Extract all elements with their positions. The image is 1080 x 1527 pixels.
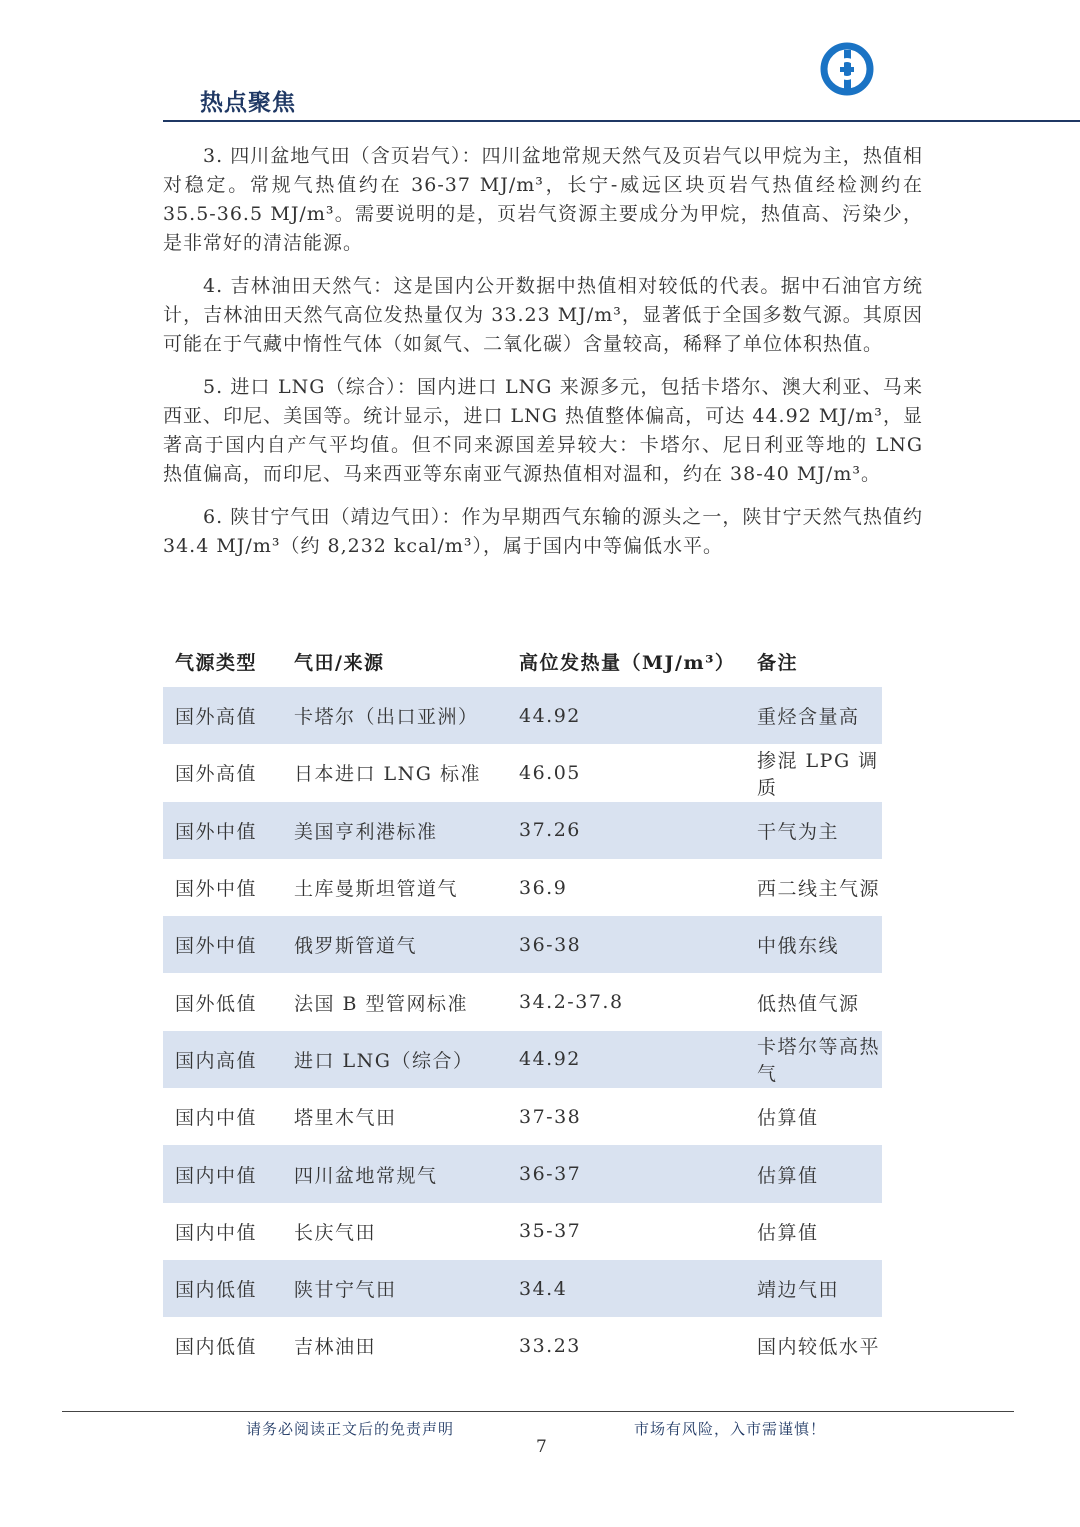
page-number: 7 — [536, 1437, 547, 1457]
cell-remarks: 估算值 — [757, 1107, 819, 1130]
cell-field-source: 卡塔尔（出口亚洲） — [282, 687, 507, 744]
cell-field-source: 吉林油田 — [294, 1336, 377, 1359]
cell-field-source: 日本进口 LNG 标准 — [294, 763, 481, 786]
header-divider — [163, 120, 1080, 122]
paragraph-shaanganning: 6. 陕甘宁气田（靖边气田）：作为早期西气东输的源头之一，陕甘宁天然气热值约 34.4 MJ/m³（约 8,232 kcal/m³），属于国内中等偏低水平。 — [163, 506, 923, 557]
body-text — [163, 142, 923, 575]
cell-remarks: 干气为主 — [745, 802, 882, 859]
cell-heating-value: 34.2-37.8 — [519, 991, 624, 1014]
table-row — [163, 687, 882, 744]
page-header-title: 热点聚焦 — [200, 90, 296, 116]
cell-source-type: 国内低值 — [163, 1260, 282, 1317]
header-source-type: 气源类型 — [175, 651, 258, 674]
heating-value-table — [163, 635, 882, 1375]
cell-heating-value: 44.92 — [507, 687, 745, 744]
cell-heating-value: 46.05 — [519, 761, 581, 784]
cell-source-type: 国外高值 — [175, 763, 258, 786]
cell-heating-value: 33.23 — [519, 1334, 581, 1357]
footer-divider — [62, 1411, 1014, 1412]
cell-source-type: 国外中值 — [163, 802, 282, 859]
paragraph-imported-lng: 5. 进口 LNG（综合）：国内进口 LNG 来源多元，包括卡塔尔、澳大利亚、马来西亚、印尼、美国等。统计显示，进口 LNG 热值整体偏高，可达 44.92 MJ/m³，显著高于国内自产气平均值。但不同来源国差异较大：卡塔尔、尼日利亚等地的 LNG 热值偏高，而印尼、马来西亚等东南亚气源热值相对温和，约在 38-40 MJ/m³。 — [163, 376, 923, 485]
cell-source-type: 国内高值 — [163, 1031, 282, 1088]
table-row — [163, 859, 882, 916]
paragraph-sichuan: 3. 四川盆地气田（含页岩气）：四川盆地常规天然气及页岩气以甲烷为主，热值相对稳定。常规气热值约在 36-37 MJ/m³，长宁-威远区块页岩气热值经检测约在 35.5-36.5 MJ/m³。需要说明的是，页岩气资源主要成分为甲烷，热值高、污染少，是非常好的清洁能源。 — [163, 145, 923, 254]
cell-remarks: 靖边气田 — [745, 1260, 882, 1317]
cell-field-source: 俄罗斯管道气 — [282, 916, 507, 973]
table-row — [163, 916, 882, 973]
table-row — [163, 973, 882, 1030]
footer-disclaimer: 请务必阅读正文后的免责声明 — [246, 1420, 455, 1438]
paragraph-jilin: 4. 吉林油田天然气：这是国内公开数据中热值相对较低的代表。据中石油官方统计，吉林油田天然气高位发热量仅为 33.23 MJ/m³，显著低于全国多数气源。其原因可能在于气藏中惰性气体（如氮气、二氧化碳）含量较高，稀释了单位体积热值。 — [163, 275, 923, 355]
table-row — [163, 802, 882, 859]
cell-field-source: 塔里木气田 — [294, 1107, 397, 1130]
table-row — [163, 1317, 882, 1374]
cell-heating-value: 36-38 — [507, 916, 745, 973]
table-row — [163, 1145, 882, 1202]
cell-field-source: 长庆气田 — [294, 1221, 377, 1244]
cell-source-type: 国外低值 — [175, 992, 258, 1015]
cell-heating-value: 34.4 — [507, 1260, 745, 1317]
header-field-source: 气田/来源 — [294, 651, 385, 674]
cell-heating-value: 36.9 — [519, 876, 568, 899]
cell-heating-value: 35-37 — [519, 1220, 582, 1243]
footer-risk-warning: 市场有风险，入市需谨慎！ — [634, 1420, 827, 1438]
cell-source-type: 国内低值 — [175, 1336, 258, 1359]
cell-field-source: 法国 B 型管网标准 — [294, 992, 469, 1015]
cell-source-type: 国内中值 — [163, 1145, 282, 1202]
cell-remarks: 掺混 LPG 调质 — [757, 749, 879, 799]
table-row — [163, 1203, 882, 1260]
cell-remarks: 国内较低水平 — [757, 1336, 881, 1359]
table-header-row — [163, 635, 882, 687]
cell-field-source: 土库曼斯坦管道气 — [294, 878, 459, 901]
table-row — [163, 1031, 882, 1088]
cell-source-type: 国内中值 — [175, 1107, 258, 1130]
table-row — [163, 1088, 882, 1145]
header-heating-value: 高位发热量（MJ/m³） — [519, 651, 736, 674]
company-logo-icon — [818, 40, 876, 98]
cell-source-type: 国外高值 — [163, 687, 282, 744]
cell-source-type: 国内中值 — [175, 1221, 258, 1244]
cell-heating-value: 37-38 — [519, 1105, 582, 1128]
cell-field-source: 美国亨利港标准 — [282, 802, 507, 859]
cell-source-type: 国外中值 — [163, 916, 282, 973]
cell-remarks: 卡塔尔等高热气 — [745, 1031, 882, 1088]
cell-remarks: 重烃含量高 — [745, 687, 882, 744]
cell-heating-value: 36-37 — [507, 1145, 745, 1202]
cell-field-source: 陕甘宁气田 — [282, 1260, 507, 1317]
cell-remarks: 低热值气源 — [757, 992, 860, 1015]
cell-field-source: 四川盆地常规气 — [282, 1145, 507, 1202]
cell-heating-value: 37.26 — [507, 802, 745, 859]
cell-field-source: 进口 LNG（综合） — [282, 1031, 507, 1088]
cell-remarks: 中俄东线 — [745, 916, 882, 973]
table-row — [163, 744, 882, 801]
cell-remarks: 估算值 — [757, 1221, 819, 1244]
header-remarks: 备注 — [757, 651, 799, 674]
cell-heating-value: 44.92 — [507, 1031, 745, 1088]
cell-source-type: 国外中值 — [175, 878, 258, 901]
table-row — [163, 1260, 882, 1317]
cell-remarks: 估算值 — [745, 1145, 882, 1202]
cell-remarks: 西二线主气源 — [757, 878, 881, 901]
